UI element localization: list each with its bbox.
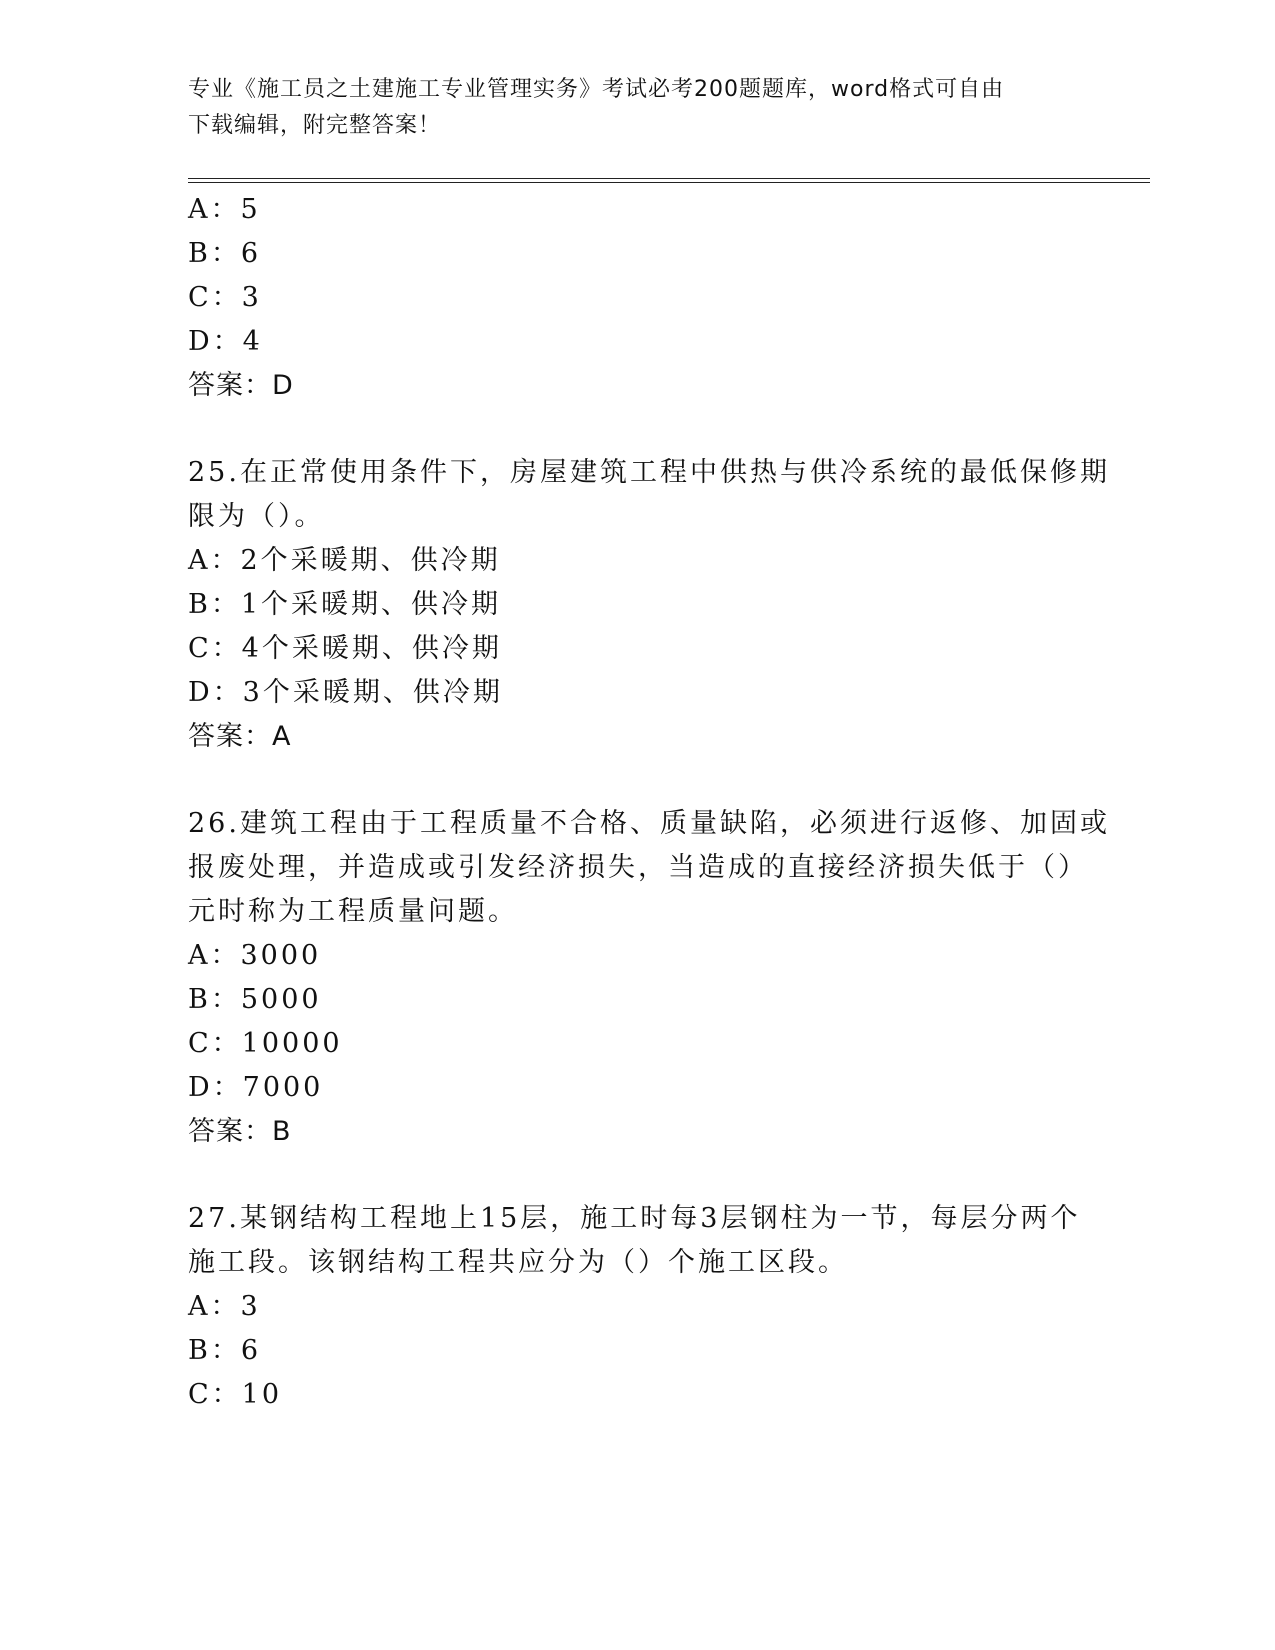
option-b: B：6 [188,1335,262,1366]
option-c: C：3 [188,282,262,313]
option-d: D：7000 [188,1072,324,1103]
option-d: D：4 [188,326,263,357]
option-b: B：6 [188,238,262,269]
option-a: A：3 [188,1291,261,1322]
option-a: A：5 [188,194,261,225]
option-b: B：5000 [188,984,322,1015]
option-a: A：3000 [188,940,322,971]
question-26-text-2: 报废处理，并造成或引发经济损失，当造成的直接经济损失低于（） [188,852,1088,883]
question-26-text-1: 26.建筑工程由于工程质量不合格、质量缺陷，必须进行返修、加固或 [188,808,1110,839]
question-25-text-1: 25.在正常使用条件下，房屋建筑工程中供热与供冷系统的最低保修期 [188,457,1110,488]
question-25-text-2: 限为（）。 [188,501,325,532]
option-c: C：10000 [188,1028,343,1059]
document-header [188,72,1068,144]
question-26-text-3: 元时称为工程质量问题。 [188,896,518,927]
option-c: C：4个采暖期、供冷期 [188,633,502,664]
header-line-2: 下载编辑，附完整答案！ [188,113,442,138]
option-d: D：3个采暖期、供冷期 [188,677,503,708]
header-line-1: 专业《施工员之土建施工专业管理实务》考试必考200题题库，word格式可自由 [188,77,1005,102]
header-rule-top [188,178,1150,179]
answer: 答案：A [188,721,292,752]
answer: 答案：B [188,1116,292,1147]
question-27-text-2: 施工段。该钢结构工程共应分为（）个施工区段。 [188,1247,848,1278]
option-b: B：1个采暖期、供冷期 [188,589,502,620]
option-a: A：2个采暖期、供冷期 [188,545,501,576]
header-rule-bottom [188,182,1150,183]
option-c: C：10 [188,1379,283,1410]
answer: 答案：D [188,370,294,401]
question-27-text-1: 27.某钢结构工程地上15层，施工时每3层钢柱为一节，每层分两个 [188,1203,1081,1234]
